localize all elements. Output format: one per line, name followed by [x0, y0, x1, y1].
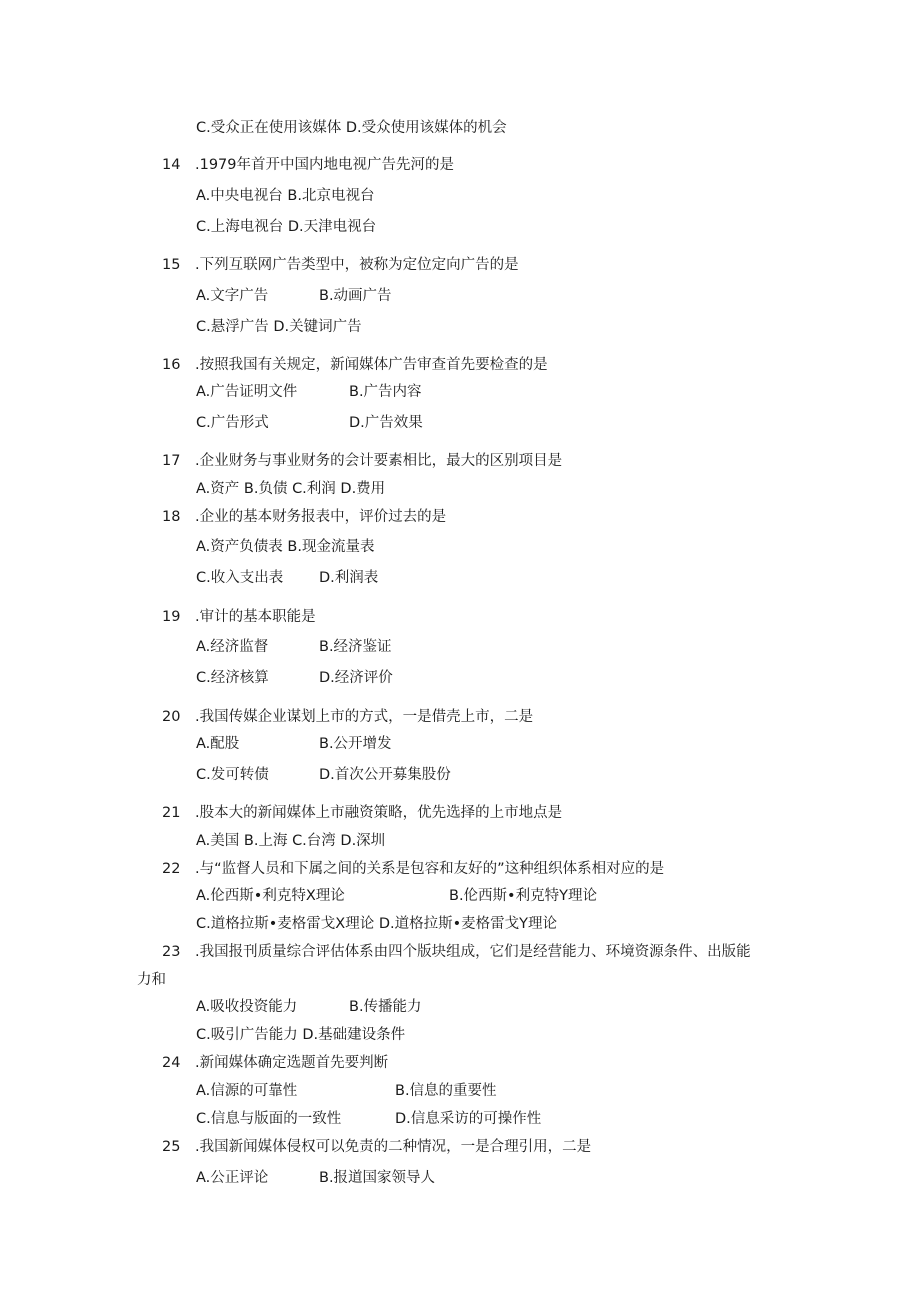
- option-line: [196, 537, 374, 557]
- option-b: B.经济鉴证: [319, 639, 392, 655]
- option-line: [196, 186, 374, 206]
- question-text: .股本大的新闻媒体上市融资策略，优先选择的上市地点是: [195, 805, 563, 821]
- question-text-continued: 力和: [137, 972, 166, 988]
- option-line: [196, 914, 557, 934]
- question-24: [162, 1053, 388, 1073]
- option-line: [196, 734, 392, 754]
- question-21: [162, 803, 562, 823]
- option-d: D.首次公开募集股份: [319, 767, 451, 783]
- question-number: 15: [162, 257, 181, 273]
- question-number: 24: [162, 1055, 181, 1071]
- option-a: A.信源的可靠性: [196, 1083, 298, 1099]
- option-d: D.受众使用该媒体的机会: [345, 120, 507, 136]
- option-line: [196, 118, 507, 138]
- option-b: B.信息的重要性: [395, 1083, 497, 1099]
- question-15: [162, 255, 519, 275]
- question-text: .1979年首开中国内地电视广告先河的是: [195, 157, 455, 173]
- question-22: [162, 859, 664, 879]
- option-line: [196, 568, 379, 588]
- option-line: [196, 217, 376, 237]
- option-c: C.道格拉斯•麦格雷戈X理论: [196, 916, 375, 932]
- question-number: 21: [162, 805, 181, 821]
- option-line: [196, 886, 597, 906]
- option-c: C.上海电视台: [196, 219, 284, 235]
- option-d: D.经济评价: [319, 670, 393, 686]
- question-text: .新闻媒体确定选题首先要判断: [195, 1055, 389, 1071]
- option-line: [196, 317, 362, 337]
- option-c: C.悬浮广告: [196, 319, 269, 335]
- option-c: C.利润: [292, 481, 336, 497]
- option-line: [196, 668, 393, 688]
- option-a: A.中央电视台: [196, 188, 283, 204]
- option-d: D.深圳: [340, 833, 386, 849]
- option-a: A.配股: [196, 736, 240, 752]
- option-b: B.上海: [243, 833, 288, 849]
- option-line: [196, 1081, 497, 1101]
- question-text: .审计的基本职能是: [195, 609, 316, 625]
- question-number: 17: [162, 453, 181, 469]
- option-b: B.报道国家领导人: [319, 1170, 436, 1186]
- option-line: [196, 1025, 405, 1045]
- option-a: A.经济监督: [196, 639, 269, 655]
- question-number: 25: [162, 1139, 181, 1155]
- option-d: D.天津电视台: [287, 219, 377, 235]
- option-b: B.传播能力: [349, 999, 422, 1015]
- option-b: B.动画广告: [319, 288, 392, 304]
- question-number: 22: [162, 861, 181, 877]
- option-line: [196, 1109, 542, 1129]
- option-c: C.信息与版面的一致性: [196, 1111, 342, 1127]
- option-line: [196, 479, 385, 499]
- option-b: B.伦西斯•利克特Y理论: [449, 888, 597, 904]
- question-text: .企业财务与事业财务的会计要素相比，最大的区别项目是: [195, 453, 563, 469]
- option-line: [196, 382, 422, 402]
- option-d: D.基础建设条件: [302, 1027, 406, 1043]
- option-line: [196, 997, 422, 1017]
- question-20: [162, 707, 533, 727]
- option-a: A.吸收投资能力: [196, 999, 298, 1015]
- question-16: [162, 355, 548, 375]
- option-b: B.广告内容: [349, 384, 422, 400]
- option-line: [196, 286, 392, 306]
- question-text: .我国新闻媒体侵权可以免责的二种情况，一是合理引用，二是: [195, 1139, 592, 1155]
- option-a: A.广告证明文件: [196, 384, 298, 400]
- option-b: B.北京电视台: [287, 188, 375, 204]
- question-18: [162, 507, 446, 527]
- question-23: [162, 942, 751, 962]
- question-14: [162, 155, 454, 175]
- question-text: .我国报刊质量综合评估体系由四个版块组成，它们是经营能力、环境资源条件、出版能: [195, 944, 751, 960]
- option-line: [196, 831, 385, 851]
- option-line: [196, 1168, 436, 1188]
- question-text: .下列互联网广告类型中，被称为定位定向广告的是: [195, 257, 519, 273]
- option-b: B.公开增发: [319, 736, 392, 752]
- option-b: B.负债: [243, 481, 288, 497]
- question-19: [162, 607, 316, 627]
- question-25: [162, 1137, 591, 1157]
- question-number: 18: [162, 509, 181, 525]
- option-a: A.美国: [196, 833, 240, 849]
- option-c: C.广告形式: [196, 415, 269, 431]
- option-c: C.受众正在使用该媒体: [196, 120, 342, 136]
- option-c: C.台湾: [292, 833, 336, 849]
- question-text: .企业的基本财务报表中，评价过去的是: [195, 509, 447, 525]
- option-line: [196, 765, 451, 785]
- option-b: B.现金流量表: [287, 539, 375, 555]
- question-number: 20: [162, 709, 181, 725]
- option-a: A.伦西斯•利克特X理论: [196, 888, 345, 904]
- option-a: A.资产: [196, 481, 240, 497]
- question-number: 23: [162, 944, 181, 960]
- question-number: 19: [162, 609, 181, 625]
- option-d: D.关键词广告: [273, 319, 362, 335]
- option-a: A.文字广告: [196, 288, 269, 304]
- question-number: 16: [162, 357, 181, 373]
- question-number: 14: [162, 157, 181, 173]
- option-a: A.资产负债表: [196, 539, 283, 555]
- option-d: D.道格拉斯•麦格雷戈Y理论: [378, 916, 558, 932]
- option-c: C.收入支出表: [196, 570, 284, 586]
- question-text: .与“监督人员和下属之间的关系是包容和友好的”这种组织体系相对应的是: [195, 861, 665, 877]
- option-line: [196, 413, 423, 433]
- option-d: D.广告效果: [349, 415, 423, 431]
- option-d: D.信息采访的可操作性: [395, 1111, 542, 1127]
- question-17: [162, 451, 562, 471]
- option-line: [196, 637, 392, 657]
- option-d: D.利润表: [319, 570, 379, 586]
- question-text: .我国传媒企业谋划上市的方式，一是借壳上市，二是: [195, 709, 534, 725]
- option-c: C.经济核算: [196, 670, 269, 686]
- option-c: C.吸引广告能力: [196, 1027, 298, 1043]
- option-d: D.费用: [340, 481, 386, 497]
- option-c: C.发可转债: [196, 767, 269, 783]
- question-text: .按照我国有关规定，新闻媒体广告审查首先要检查的是: [195, 357, 548, 373]
- option-a: A.公正评论: [196, 1170, 269, 1186]
